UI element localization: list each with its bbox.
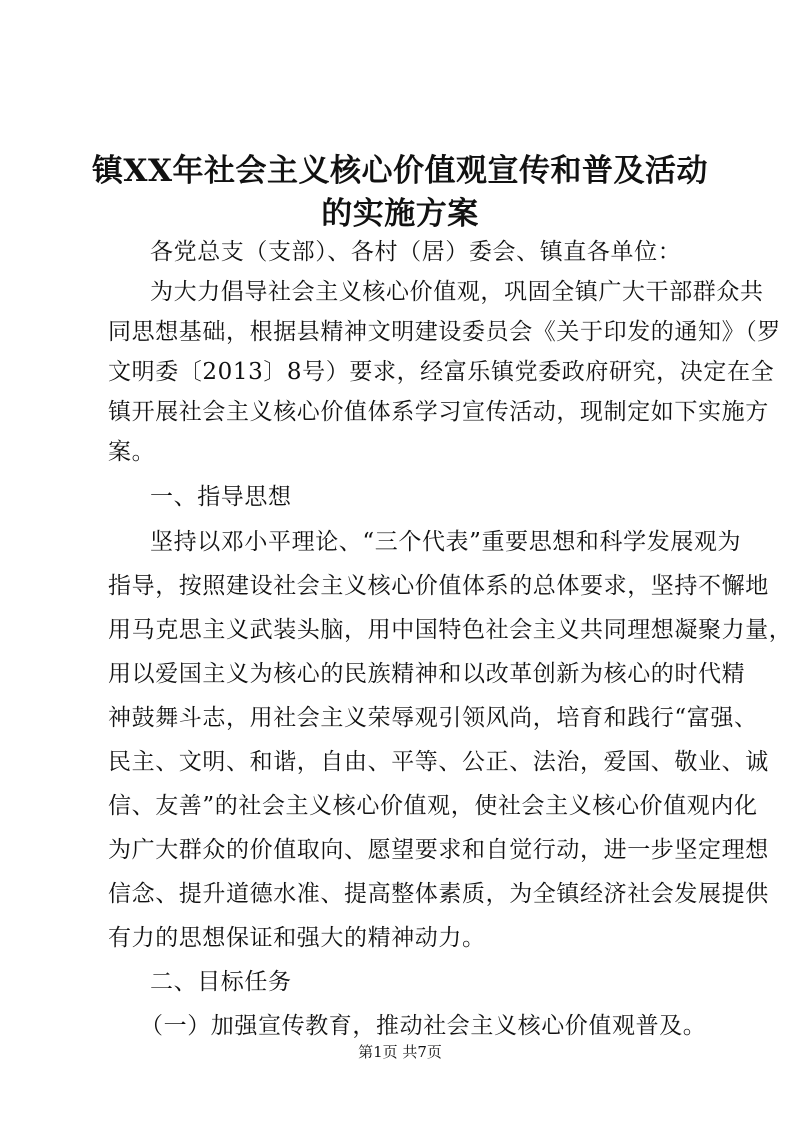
document-title-line-2: 的实施方案	[321, 196, 479, 232]
section1-line: 坚持以邓小平理论、“三个代表”重要思想和科学发展观为	[150, 529, 742, 555]
intro-line: 为大力倡导社会主义核心价值观，巩固全镇广大干部群众共	[150, 279, 764, 305]
section1-line: 用以爱国主义为核心的民族精神和以改革创新为核心的时代精	[108, 661, 746, 687]
document-title-line-1: 镇XX年社会主义核心价值观宣传和普及活动	[91, 153, 709, 189]
section1-line: 指导，按照建设社会主义核心价值体系的总体要求，坚持不懈地	[108, 573, 769, 599]
intro-line: 同思想基础，根据县精神文明建设委员会《关于印发的通知》（罗	[108, 319, 781, 345]
section1-line: 民主、文明、和谐，自由、平等、公正、法治，爱国、敬业、诚	[108, 749, 769, 775]
section1-line: 有力的思想保证和强大的精神动力。	[108, 925, 486, 951]
section1-line: 神鼓舞斗志，用社会主义荣辱观引领风尚，培育和践行“富强、	[108, 705, 758, 731]
intro-line: 镇开展社会主义核心价值体系学习宣传活动，现制定如下实施方	[108, 399, 769, 425]
salutation: 各党总支（支部）、各村（居）委会、镇直各单位：	[150, 239, 682, 265]
section1-line: 用马克思主义武装头脑，用中国特色社会主义共同理想凝聚力量，	[108, 617, 793, 643]
intro-line: 文明委〔2013〕8号）要求，经富乐镇党委政府研究，决定在全	[108, 359, 775, 385]
section1-line: 信念、提升道德水准、提高整体素质，为全镇经济社会发展提供	[108, 881, 769, 907]
page-number-footer: 第1页 共7页	[358, 1043, 442, 1061]
section1-line: 信、友善”的社会主义核心价值观，使社会主义核心价值观内化	[108, 793, 758, 819]
section-heading-goals-tasks: 二、目标任务	[150, 969, 292, 995]
subsection-heading: （一）加强宣传教育，推动社会主义核心价值观普及。	[140, 1013, 707, 1039]
section-heading-guiding-ideology: 一、指导思想	[150, 484, 292, 510]
section1-line: 为广大群众的价值取向、愿望要求和自觉行动，进一步坚定理想	[108, 837, 769, 863]
intro-line: 案。	[108, 439, 156, 465]
